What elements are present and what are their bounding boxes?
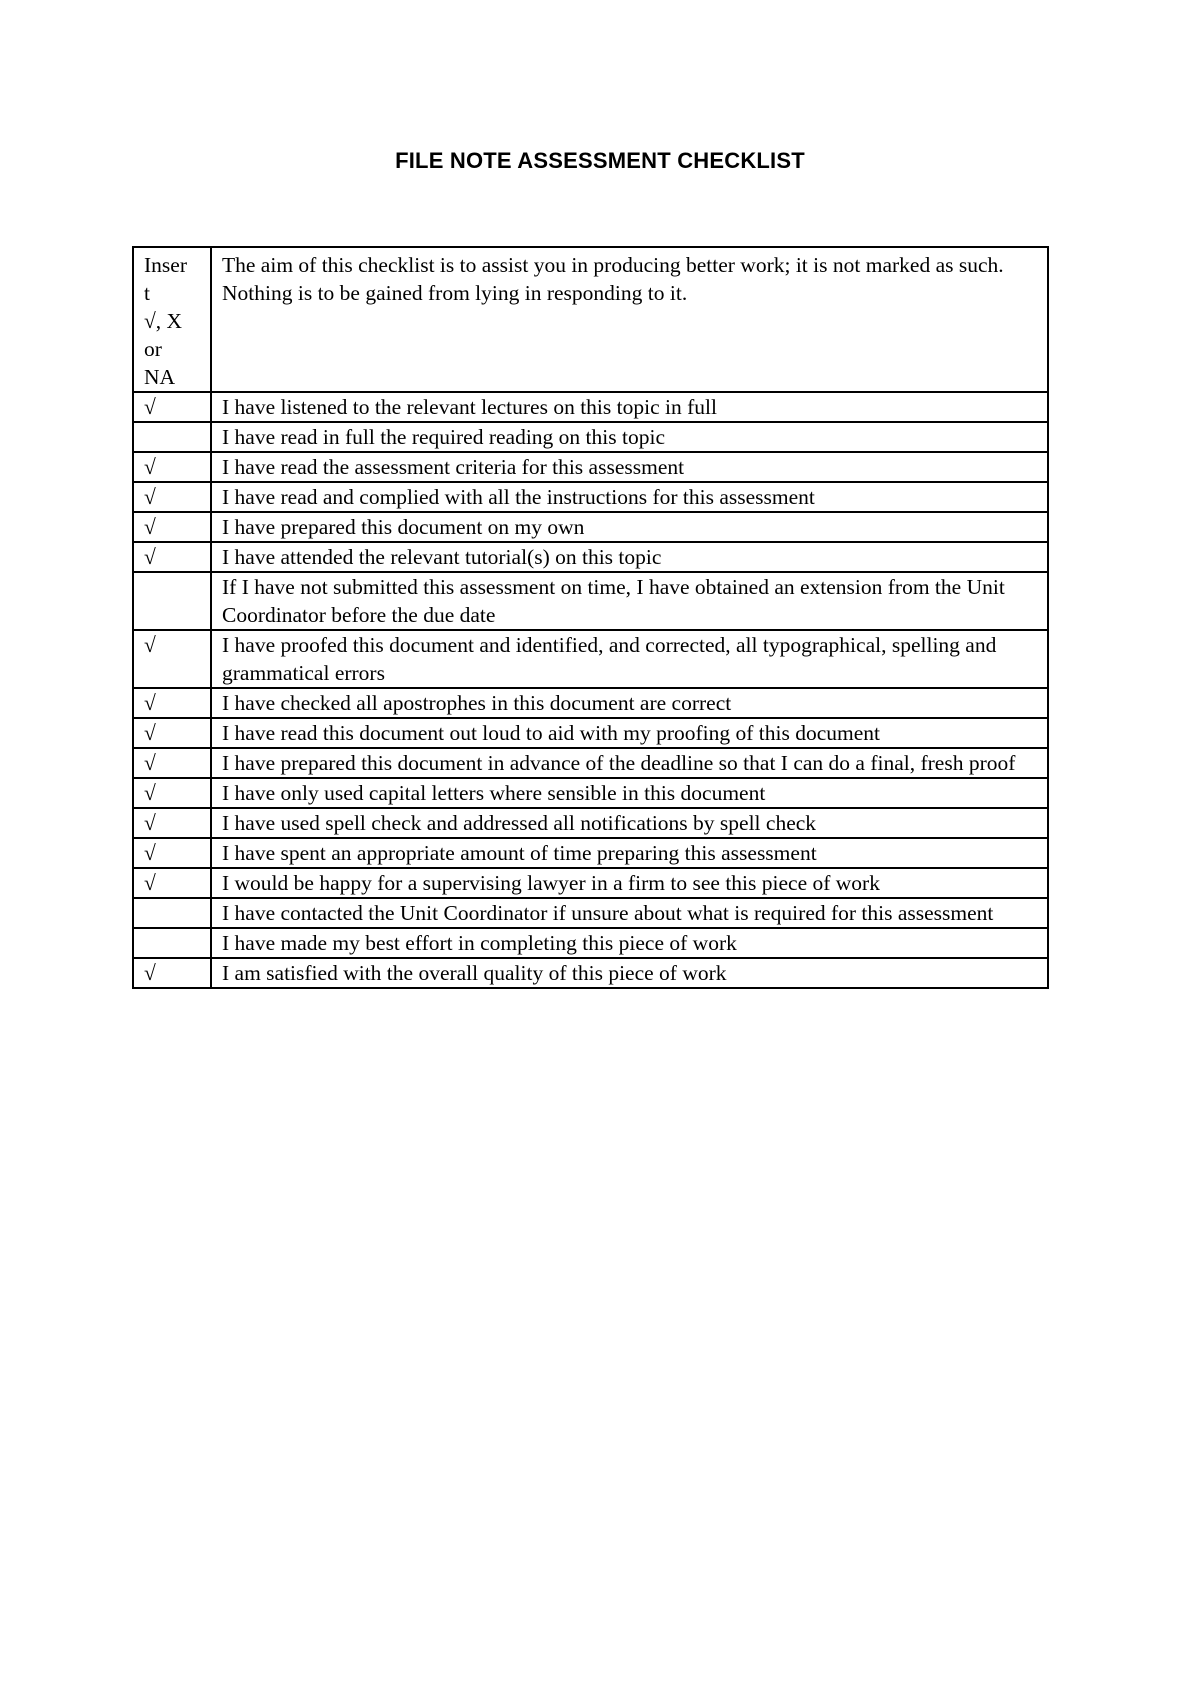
checklist-item-text: I have prepared this document in advance of the deadline so that I can do a final, fresh proof [211,748,1048,778]
checklist-item-text: I am satisfied with the overall quality of this piece of work [211,958,1048,988]
checkmark-cell[interactable]: √ [133,512,211,542]
checkmark-cell[interactable]: √ [133,392,211,422]
page-title: FILE NOTE ASSESSMENT CHECKLIST [395,148,805,173]
checklist-row [133,748,1048,778]
mark-header-line: t [144,281,150,305]
checkmark-cell[interactable]: √ [133,688,211,718]
mark-header-line: NA [144,365,176,389]
checklist-row [133,868,1048,898]
checkmark-cell[interactable]: √ [133,778,211,808]
checklist-row [133,688,1048,718]
checkmark-cell[interactable] [133,572,211,630]
checklist-row [133,718,1048,748]
checklist-item-text: I have prepared this document on my own [211,512,1048,542]
checklist-row [133,482,1048,512]
checklist-item-text: I have used spell check and addressed all notifications by spell check [211,808,1048,838]
checklist-row [133,542,1048,572]
checkmark-cell[interactable] [133,928,211,958]
checklist-item-text: I have only used capital letters where sensible in this document [211,778,1048,808]
checklist-row [133,392,1048,422]
checklist-header-row [133,247,1048,392]
checkmark-cell[interactable]: √ [133,808,211,838]
checkmark-cell[interactable]: √ [133,958,211,988]
checkmark-cell[interactable]: √ [133,452,211,482]
checklist-item-text: I have checked all apostrophes in this document are correct [211,688,1048,718]
checklist-item-text: If I have not submitted this assessment on time, I have obtained an extension from the Unit Coordinator before the due date [211,572,1048,630]
checkmark-cell[interactable]: √ [133,718,211,748]
checklist-intro: The aim of this checklist is to assist you in producing better work; it is not marked as such. Nothing is to be gained from lying in responding to it. [211,247,1048,392]
checklist-item-text: I have made my best effort in completing this piece of work [211,928,1048,958]
checklist-item-text: I have contacted the Unit Coordinator if unsure about what is required for this assessment [211,898,1048,928]
checklist-item-text: I have read this document out loud to aid with my proofing of this document [211,718,1048,748]
checklist-row [133,572,1048,630]
mark-column-header [133,247,211,392]
checkmark-cell[interactable]: √ [133,482,211,512]
checklist-item-text: I have read and complied with all the instructions for this assessment [211,482,1048,512]
checklist-item-text: I have listened to the relevant lectures on this topic in full [211,392,1048,422]
checkmark-cell[interactable]: √ [133,542,211,572]
checklist-row [133,898,1048,928]
checklist-row [133,838,1048,868]
mark-header-line: √, X [144,309,183,333]
checklist-item-text: I have read in full the required reading on this topic [211,422,1048,452]
checklist-row [133,422,1048,452]
checklist-row [133,630,1048,688]
checklist-item-text: I have attended the relevant tutorial(s) on this topic [211,542,1048,572]
mark-header-line: or [144,337,162,361]
checkmark-cell[interactable] [133,422,211,452]
checklist-item-text: I would be happy for a supervising lawyer in a firm to see this piece of work [211,868,1048,898]
checklist-item-text: I have spent an appropriate amount of time preparing this assessment [211,838,1048,868]
checkmark-cell[interactable]: √ [133,630,211,688]
checklist-item-text: I have proofed this document and identified, and corrected, all typographical, spelling and grammatical errors [211,630,1048,688]
mark-header-line: Inser [144,253,187,277]
checklist-row [133,928,1048,958]
checkmark-cell[interactable]: √ [133,748,211,778]
checklist-item-text: I have read the assessment criteria for this assessment [211,452,1048,482]
checkmark-cell[interactable] [133,898,211,928]
checklist-row [133,452,1048,482]
checkmark-cell[interactable]: √ [133,868,211,898]
checklist-row [133,512,1048,542]
checklist-row [133,808,1048,838]
checklist-row [133,958,1048,988]
checklist-row [133,778,1048,808]
checklist-table [132,246,1049,989]
checkmark-cell[interactable]: √ [133,838,211,868]
